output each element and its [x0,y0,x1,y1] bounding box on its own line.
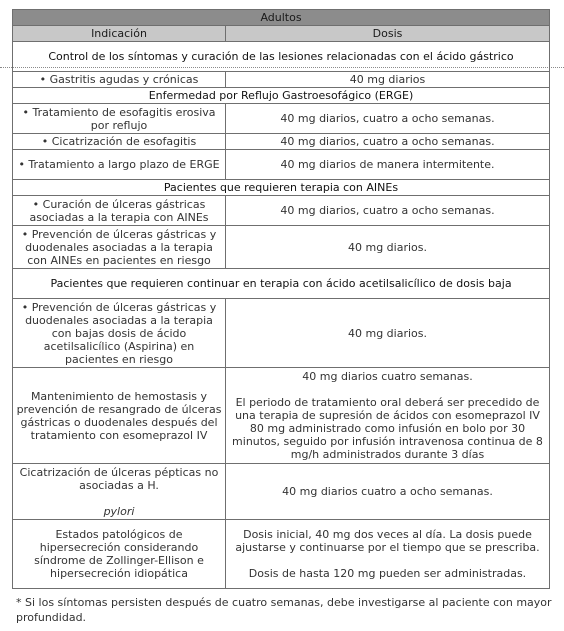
dose-cell: 40 mg diarios. [226,299,550,368]
dose-cell [226,368,550,464]
paragraph-gap [229,554,546,567]
dose-cell: 40 mg diarios, cuatro a ocho semanas. [226,134,550,150]
table-row [13,72,550,88]
dosage-table [12,9,550,589]
paragraph-gap [229,383,546,396]
dose-cell: 40 mg diarios de manera intermitente. [226,150,550,180]
table-row [13,150,550,180]
section-heading: Enfermedad por Reflujo Gastroesofágico (ERGE) [13,88,550,104]
dose-text: 40 mg diarios cuatro semanas. [302,370,473,383]
indication-text: Cicatrización de úlceras pépticas no asociadas a H. [19,465,219,492]
table-row [13,368,550,464]
section-heading: Pacientes que requieren continuar en terapia con ácido acetilsalicílico de dosis baja [13,269,550,299]
indication-cell: • Tratamiento a largo plazo de ERGE [13,150,226,180]
indication-cell [13,464,226,520]
paragraph-gap [16,492,222,505]
indication-cell: Estados patológicos de hipersecreción considerando síndrome de Zollinger-Ellison e hipersecreción idiopática [13,520,226,589]
column-header-row [13,26,550,42]
table-row [13,226,550,269]
section-heading: Pacientes que requieren terapia con AINEs [13,180,550,196]
section-row [13,88,550,104]
dose-text: Dosis inicial, 40 mg dos veces al día. La dosis puede ajustarse y continuarse por el tiempo que se prescriba. [235,528,540,554]
table-title-row [13,10,550,26]
table-row [13,134,550,150]
indication-cell: • Gastritis agudas y crónicas [13,72,226,88]
indication-text-italic: pylori [103,504,135,518]
table-row [13,196,550,226]
section-row [13,269,550,299]
dose-text: Dosis de hasta 120 mg pueden ser administradas. [248,567,527,580]
table-title: Adultos [13,10,550,26]
dose-cell: 40 mg diarios, cuatro a ocho semanas. [226,196,550,226]
footnote: * Si los síntomas persisten después de cuatro semanas, debe investigarse al paciente con mayor profundidad. [16,596,552,624]
section-row [13,180,550,196]
section-row [13,42,550,72]
table-row [13,104,550,134]
dose-cell: 40 mg diarios, cuatro a ocho semanas. [226,104,550,134]
table-row [13,464,550,520]
indication-cell: • Cicatrización de esofagitis [13,134,226,150]
indication-cell: • Curación de úlceras gástricas asociadas a la terapia con AINEs [13,196,226,226]
dose-cell [226,520,550,589]
indication-cell: • Prevención de úlceras gástricas y duodenales asociadas a la terapia con bajas dosis de ácido acetilsalicílico (Aspirina) en pacientes en riesgo [13,299,226,368]
dose-cell: 40 mg diarios cuatro a ocho semanas. [226,464,550,520]
dose-cell: 40 mg diarios. [226,226,550,269]
indication-cell: • Tratamiento de esofagitis erosiva por reflujo [13,104,226,134]
column-header-indicacion: Indicación [13,26,226,42]
indication-cell: • Prevención de úlceras gástricas y duodenales asociadas a la terapia con AINEs en pacientes en riesgo [13,226,226,269]
dose-text: El periodo de tratamiento oral deberá ser precedido de una terapia de supresión de ácidos con esomeprazol IV 80 mg administrado como infusión en bolo por 30 minutos, seguido por infusión intravenosa continua de 8 mg/h administrados durante 3 días [232,396,543,461]
dose-cell: 40 mg diarios [226,72,550,88]
indication-cell: Mantenimiento de hemostasis y prevención de resangrado de úlceras gástricas o duodenales después del tratamiento con esomeprazol IV [13,368,226,464]
table-row [13,520,550,589]
section-heading: Control de los síntomas y curación de las lesiones relacionadas con el ácido gástrico [13,42,550,72]
table-row [13,299,550,368]
column-header-dosis: Dosis [226,26,550,42]
